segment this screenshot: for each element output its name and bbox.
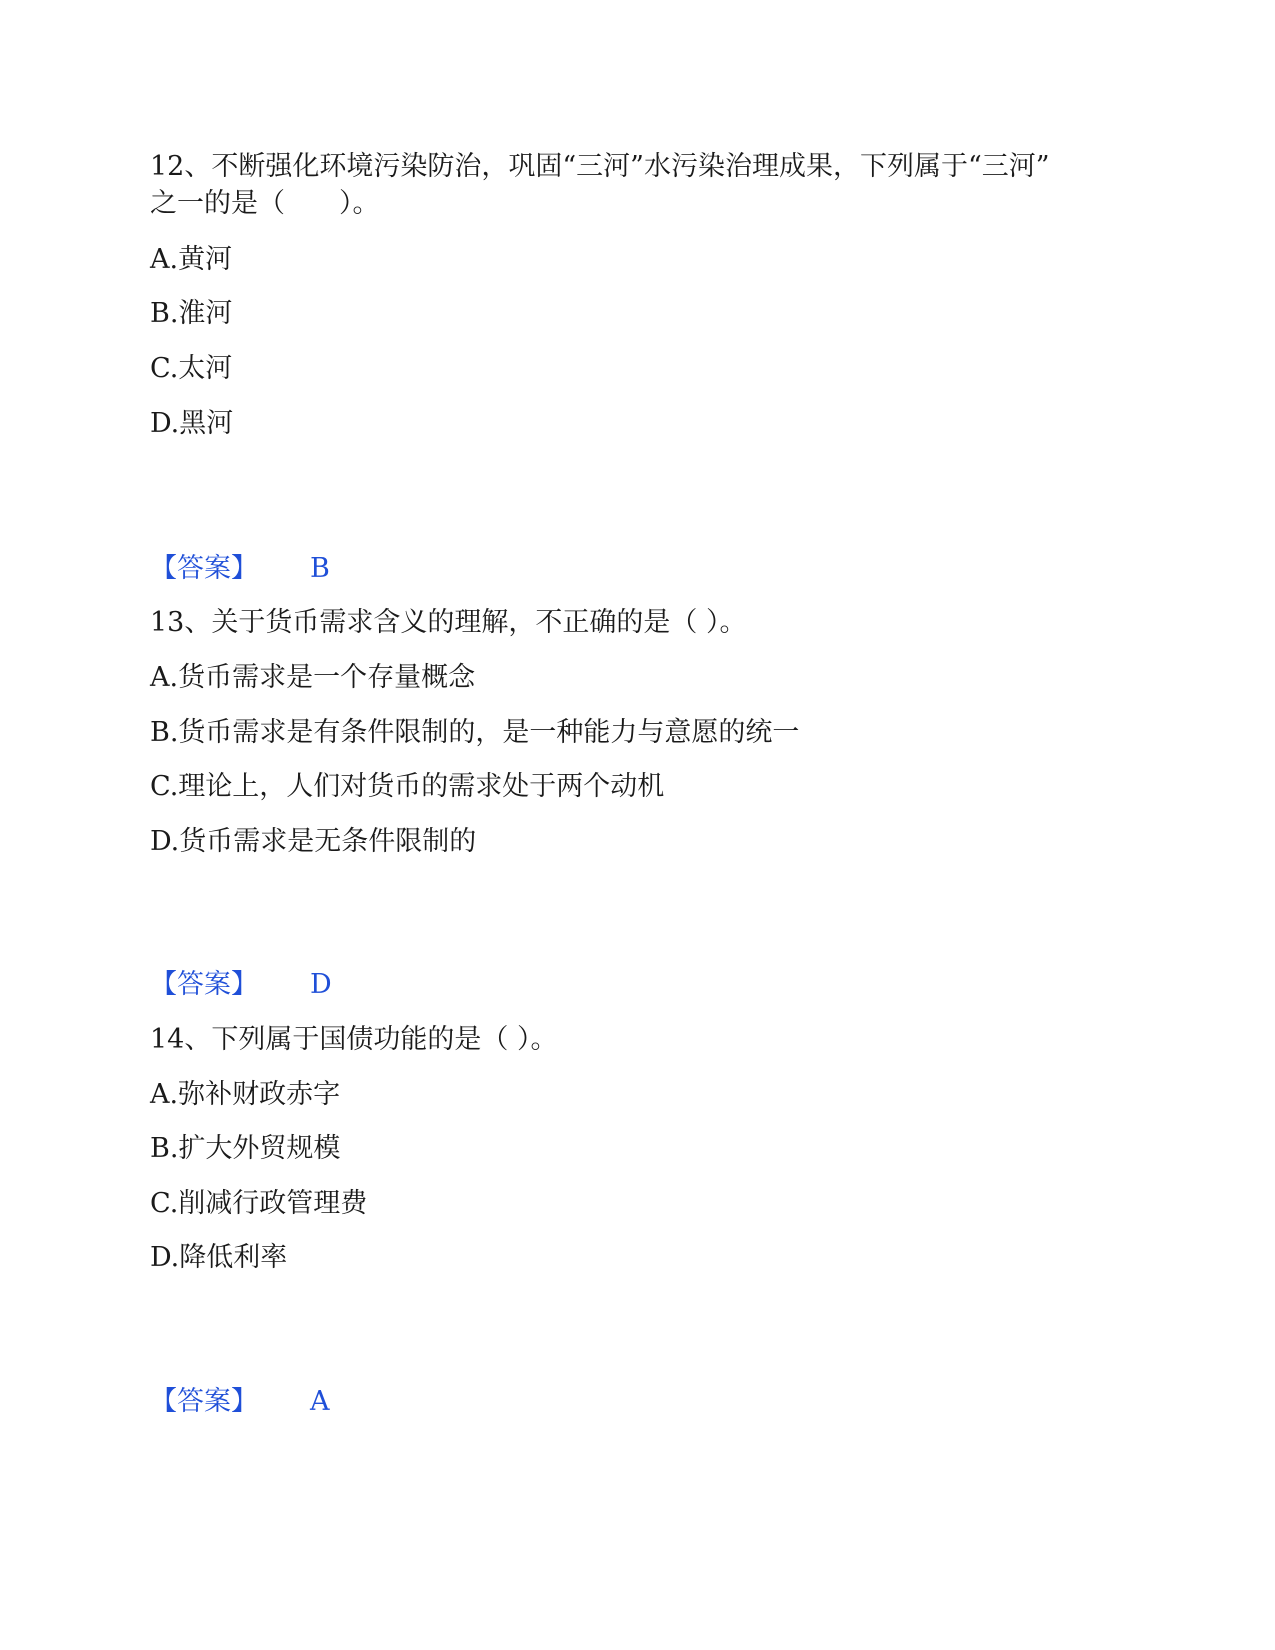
question-13-answer xyxy=(150,968,332,1002)
question-12-stem-line-2: 之一的是（ ）。 xyxy=(150,188,380,219)
question-12-answer xyxy=(150,552,330,586)
question-12-option-d: D.黑河 xyxy=(150,408,234,439)
question-14-answer xyxy=(150,1385,330,1419)
answer-label: 【答案】 xyxy=(150,1386,258,1417)
question-13-option-b: B.货币需求是有条件限制的，是一种能力与意愿的统一 xyxy=(150,717,800,748)
question-14-stem: 14、下列属于国债功能的是（ ）。 xyxy=(150,1024,558,1055)
question-14-option-b: B.扩大外贸规模 xyxy=(150,1133,341,1164)
question-14-option-a: A.弥补财政赤字 xyxy=(150,1079,341,1110)
question-14-option-d: D.降低利率 xyxy=(150,1242,288,1273)
question-13-option-a: A.货币需求是一个存量概念 xyxy=(150,662,476,693)
answer-label: 【答案】 xyxy=(150,969,258,1000)
question-13-option-c: C.理论上，人们对货币的需求处于两个动机 xyxy=(150,771,665,802)
question-12-option-a: A.黄河 xyxy=(150,244,233,275)
answer-label: 【答案】 xyxy=(150,553,258,584)
answer-value: B xyxy=(310,553,330,584)
question-12-option-b: B.淮河 xyxy=(150,298,233,329)
answer-value: A xyxy=(310,1386,330,1417)
question-13-stem: 13、关于货币需求含义的理解，不正确的是（ ）。 xyxy=(150,607,747,638)
answer-value: D xyxy=(310,969,332,1000)
question-14-option-c: C.削减行政管理费 xyxy=(150,1188,368,1219)
question-12-stem-line-1: 12、不断强化环境污染防治，巩固“三河”水污染治理成果，下列属于“三河” xyxy=(150,151,1050,182)
question-12-option-c: C.太河 xyxy=(150,353,233,384)
question-13-option-d: D.货币需求是无条件限制的 xyxy=(150,826,477,857)
